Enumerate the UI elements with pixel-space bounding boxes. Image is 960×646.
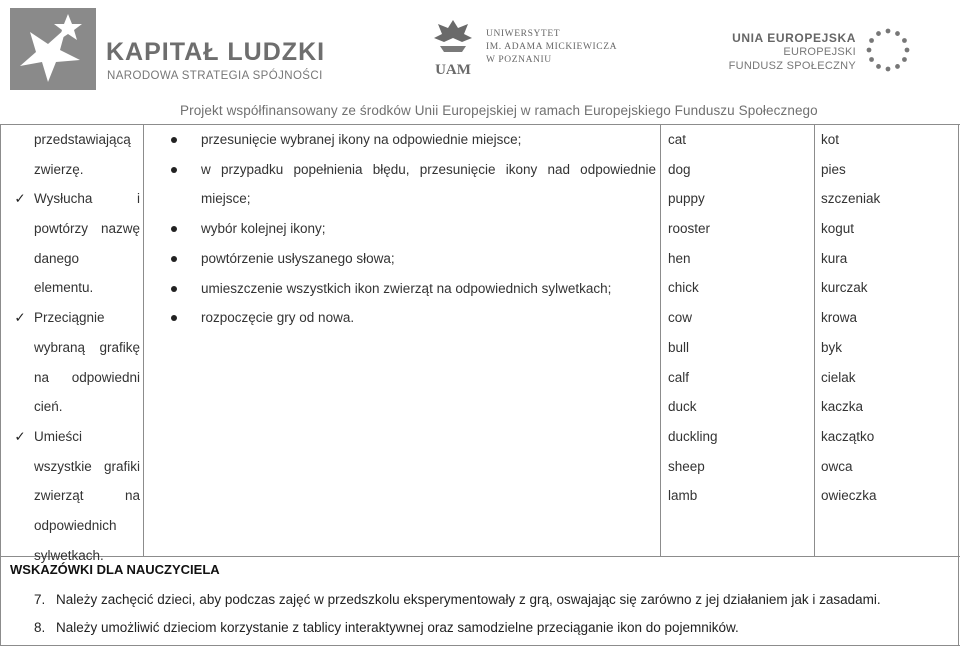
teacher-hints-title: WSKAZÓWKI DLA NAUCZYCIELA	[10, 562, 220, 577]
kapital-ludzki-title: KAPITAŁ LUDZKI	[106, 38, 326, 66]
vocabulary-row	[668, 422, 948, 452]
vocabulary-row	[668, 244, 948, 274]
university-name-line1: UNIWERSYTET	[486, 29, 561, 39]
vocabulary-english-word: dog	[668, 161, 691, 177]
objectives-column	[12, 125, 140, 570]
vocabulary-polish-word: kura	[821, 250, 848, 266]
vocabulary-polish-word: szczeniak	[821, 191, 881, 207]
column-divider-2	[660, 124, 661, 556]
objective-intro-line: zwierzę.	[34, 161, 84, 177]
eu-star	[905, 48, 910, 53]
objective-item	[12, 422, 140, 570]
objective-line: cień.	[34, 399, 63, 415]
hint-number: 8.	[34, 620, 46, 635]
vocabulary-row	[668, 392, 948, 422]
vocabulary-row	[668, 452, 948, 482]
vocabulary-english-word: sheep	[668, 458, 705, 474]
objective-item	[12, 303, 140, 422]
step-text: powtórzenie usłyszanego słowa;	[201, 250, 395, 266]
objective-line: Przeciągnie	[34, 310, 105, 326]
step-text: rozpoczęcie gry od nowa.	[201, 310, 355, 326]
vocabulary-polish-word: owieczka	[821, 488, 877, 504]
bullet-icon	[171, 315, 177, 321]
objective-line: elementu.	[34, 280, 94, 296]
objective-line: odpowiednich	[34, 517, 117, 533]
check-icon: ✓	[14, 428, 26, 444]
objective-line: zwierząt na	[34, 488, 140, 504]
eu-name-line2: EUROPEJSKI	[783, 46, 856, 58]
kapital-ludzki-logo	[10, 8, 326, 98]
step-item	[168, 303, 656, 333]
objective-line: powtórzy nazwę	[34, 221, 140, 237]
eu-star	[895, 31, 900, 36]
vocabulary-english-word: lamb	[668, 488, 698, 504]
university-name-line3: W POZNANIU	[486, 55, 552, 65]
objective-line: sylwetkach.	[34, 547, 104, 563]
objective-line: Umieści	[34, 428, 83, 444]
objective-line: Wysłucha i	[34, 191, 140, 207]
vocabulary-row	[668, 333, 948, 363]
vocabulary-polish-word: byk	[821, 339, 843, 355]
step-text: wybór kolejnej ikony;	[201, 221, 326, 237]
column-divider-1	[143, 124, 144, 556]
step-item	[168, 214, 656, 244]
objective-line: danego	[34, 250, 80, 266]
vocabulary-polish-word: krowa	[821, 310, 858, 326]
vocabulary-english-word: puppy	[668, 191, 705, 207]
objective-line: na odpowiedni	[34, 369, 140, 385]
step-text: w przypadku popełnienia błędu, przesunięcie ikony nad odpowiednie miejsce;	[201, 161, 656, 207]
eu-star	[886, 29, 891, 34]
vocabulary-list	[668, 125, 948, 511]
check-icon: ✓	[14, 191, 26, 207]
bullet-icon	[171, 226, 177, 232]
step-item	[168, 155, 656, 214]
vocabulary-polish-word: kogut	[821, 221, 855, 237]
eu-star	[876, 64, 881, 69]
vocabulary-row	[668, 303, 948, 333]
eu-star	[902, 38, 907, 43]
vocabulary-polish-word: cielak	[821, 369, 856, 385]
kapital-ludzki-subtitle: NARODOWA STRATEGIA SPÓJNOŚCI	[107, 70, 323, 82]
vocabulary-row	[668, 155, 948, 185]
vocabulary-english-word: hen	[668, 250, 691, 266]
step-text: przesunięcie wybranej ikony na odpowiednie miejsce;	[201, 132, 522, 147]
vocabulary-english-word: calf	[668, 369, 690, 385]
eu-star	[876, 31, 881, 36]
bullet-icon	[171, 167, 177, 173]
vocabulary-english-word: chick	[668, 280, 699, 296]
objective-intro-line: przedstawiającą	[34, 132, 131, 147]
steps-column	[168, 125, 656, 333]
eu-logo	[728, 24, 952, 84]
vocabulary-polish-word: owca	[821, 458, 853, 474]
eu-star	[869, 38, 874, 43]
project-cofinancing-line: Projekt współfinansowany ze środków Unii Europejskiej w ramach Europejskiego Funduszu Społecznego	[180, 103, 818, 118]
eu-star	[895, 64, 900, 69]
vocabulary-polish-word: kurczak	[821, 280, 868, 296]
eu-star	[869, 57, 874, 62]
step-item	[168, 125, 656, 155]
eu-stars-icon	[862, 24, 914, 76]
vocabulary-row	[668, 363, 948, 393]
vocabulary-polish-word: kot	[821, 132, 840, 147]
table-right-border	[958, 124, 959, 646]
objective-line: wybraną grafikę	[34, 339, 140, 355]
eu-star	[902, 57, 907, 62]
eu-star	[867, 48, 872, 53]
kapital-ludzki-star-icon	[10, 8, 96, 90]
teacher-hint-item	[34, 620, 739, 635]
objective-item	[12, 184, 140, 303]
university-name-line2: IM. ADAMA MICKIEWICZA	[486, 42, 618, 52]
bullet-icon	[171, 256, 177, 262]
vocabulary-polish-word: kaczka	[821, 399, 864, 415]
eu-name-line1: UNIA EUROPEJSKA	[732, 31, 856, 45]
vocabulary-english-word: duck	[668, 399, 697, 415]
vocabulary-row	[668, 125, 948, 155]
uam-logo	[432, 18, 617, 88]
hint-text: Należy zachęcić dzieci, aby podczas zajęć w przedszkolu eksperymentowały z grą, oswajając się zarówno z jej działaniem jak i zasadami.	[56, 592, 881, 607]
vocabulary-row	[668, 214, 948, 244]
hint-text: Należy umożliwić dzieciom korzystanie z tablicy interaktywnej oraz samodzielne przeciąganie ikon do pojemników.	[56, 620, 739, 635]
vocabulary-row	[668, 273, 948, 303]
bullet-icon	[171, 137, 177, 143]
check-icon: ✓	[14, 310, 26, 326]
uam-crest-icon	[432, 18, 474, 80]
vocabulary-english-word: cat	[668, 132, 687, 147]
teacher-hint-item	[34, 592, 881, 607]
hint-number: 7.	[34, 592, 46, 607]
objective-line: wszystkie grafiki	[34, 458, 140, 474]
step-text: umieszczenie wszystkich ikon zwierząt na odpowiednich sylwetkach;	[201, 280, 612, 296]
vocabulary-english-word: duckling	[668, 428, 718, 444]
vocabulary-polish-word: pies	[821, 161, 846, 177]
vocabulary-english-word: cow	[668, 310, 693, 326]
bullet-icon	[171, 286, 177, 292]
vocabulary-polish-word: kaczątko	[821, 428, 875, 444]
uam-emblem-text: UAM	[435, 62, 471, 78]
vocabulary-row	[668, 184, 948, 214]
table-left-border	[0, 124, 1, 646]
vocabulary-row	[668, 481, 948, 511]
table-row-divider	[0, 556, 960, 557]
eu-star	[886, 67, 891, 72]
step-item	[168, 244, 656, 274]
vocabulary-english-word: bull	[668, 339, 690, 355]
step-item	[168, 274, 656, 304]
page-header	[0, 0, 960, 125]
eu-name-line3: FUNDUSZ SPOŁECZNY	[728, 60, 856, 72]
vocabulary-english-word: rooster	[668, 221, 711, 237]
